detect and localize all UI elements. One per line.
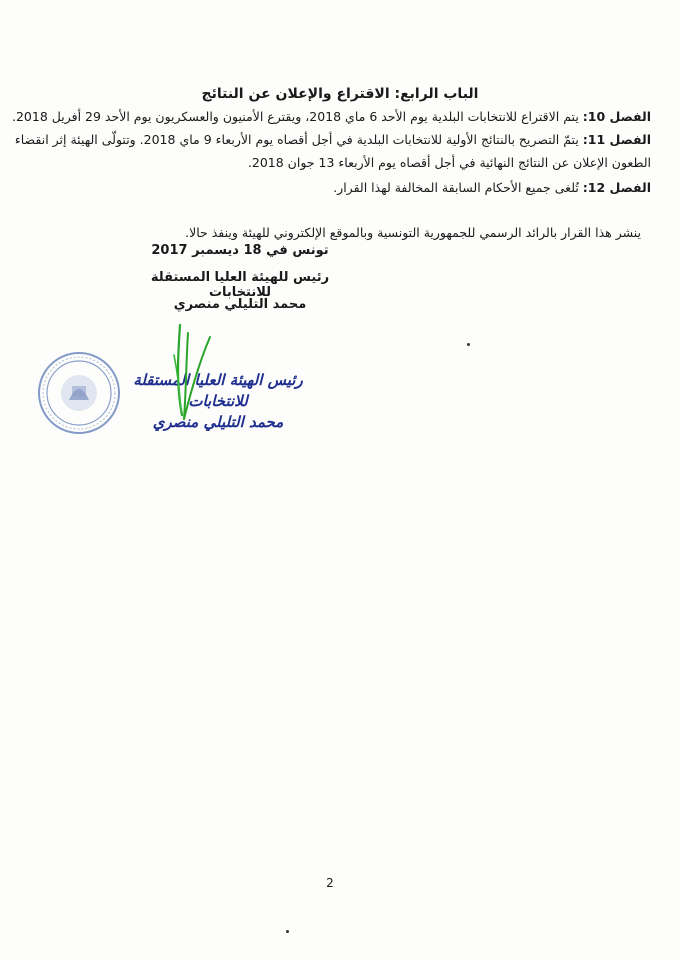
- signatory-name: محمد التليلي منصري: [173, 297, 307, 312]
- article-11: [14, 129, 651, 151]
- signature-date: تونس في 18 ديسمبر 2017: [151, 243, 329, 258]
- article-11-text: يتمّ التصريح بالنتائج الأولية للانتخابات البلدية في أجل أقصاه يوم الأربعاء 9 ماي 2018. وتتولّى الهيئة إثر انقضاء: [14, 132, 583, 147]
- article-10: [11, 106, 651, 128]
- article-12-text: تُلغى جميع الأحكام السابقة المخالفة لهذا القرار.: [333, 180, 583, 195]
- stamp-line-2: للانتخابات: [188, 392, 248, 410]
- page-number: 2: [326, 876, 334, 890]
- handwritten-signature: [150, 315, 230, 425]
- publication-clause: ينشر هذا القرار بالرائد الرسمي للجمهورية التونسية وبالموقع الإلكتروني للهيئة وينفذ حالا.: [185, 225, 641, 240]
- article-12-label: الفصل 12:: [582, 180, 651, 195]
- chapter-title: الباب الرابع: الاقتراع والإعلان عن النتائج: [201, 86, 479, 102]
- official-seal-icon: [36, 350, 122, 436]
- article-10-label: الفصل 10:: [582, 109, 651, 124]
- scan-speck: [286, 930, 289, 933]
- signatory-title: رئيس للهيئة العليا المستقلة للانتخابات: [150, 270, 330, 300]
- article-11-label: الفصل 11:: [582, 132, 651, 147]
- stamp-line-1: رئيس الهيئة العليا المستقلة: [133, 371, 303, 389]
- article-11-continuation: الطعون الإعلان عن النتائج النهائية في أجل أقصاه يوم الأربعاء 13 جوان 2018.: [247, 155, 651, 170]
- stamp-line-3: محمد التليلي منصري: [152, 413, 284, 431]
- scan-speck: [467, 343, 470, 346]
- article-12: [41, 177, 651, 199]
- article-10-text: يتم الاقتراع للانتخابات البلدية يوم الأحد 6 ماي 2018، ويقترع الأمنيون والعسكريون يوم الأحد 29 أفريل 2018.: [11, 109, 583, 124]
